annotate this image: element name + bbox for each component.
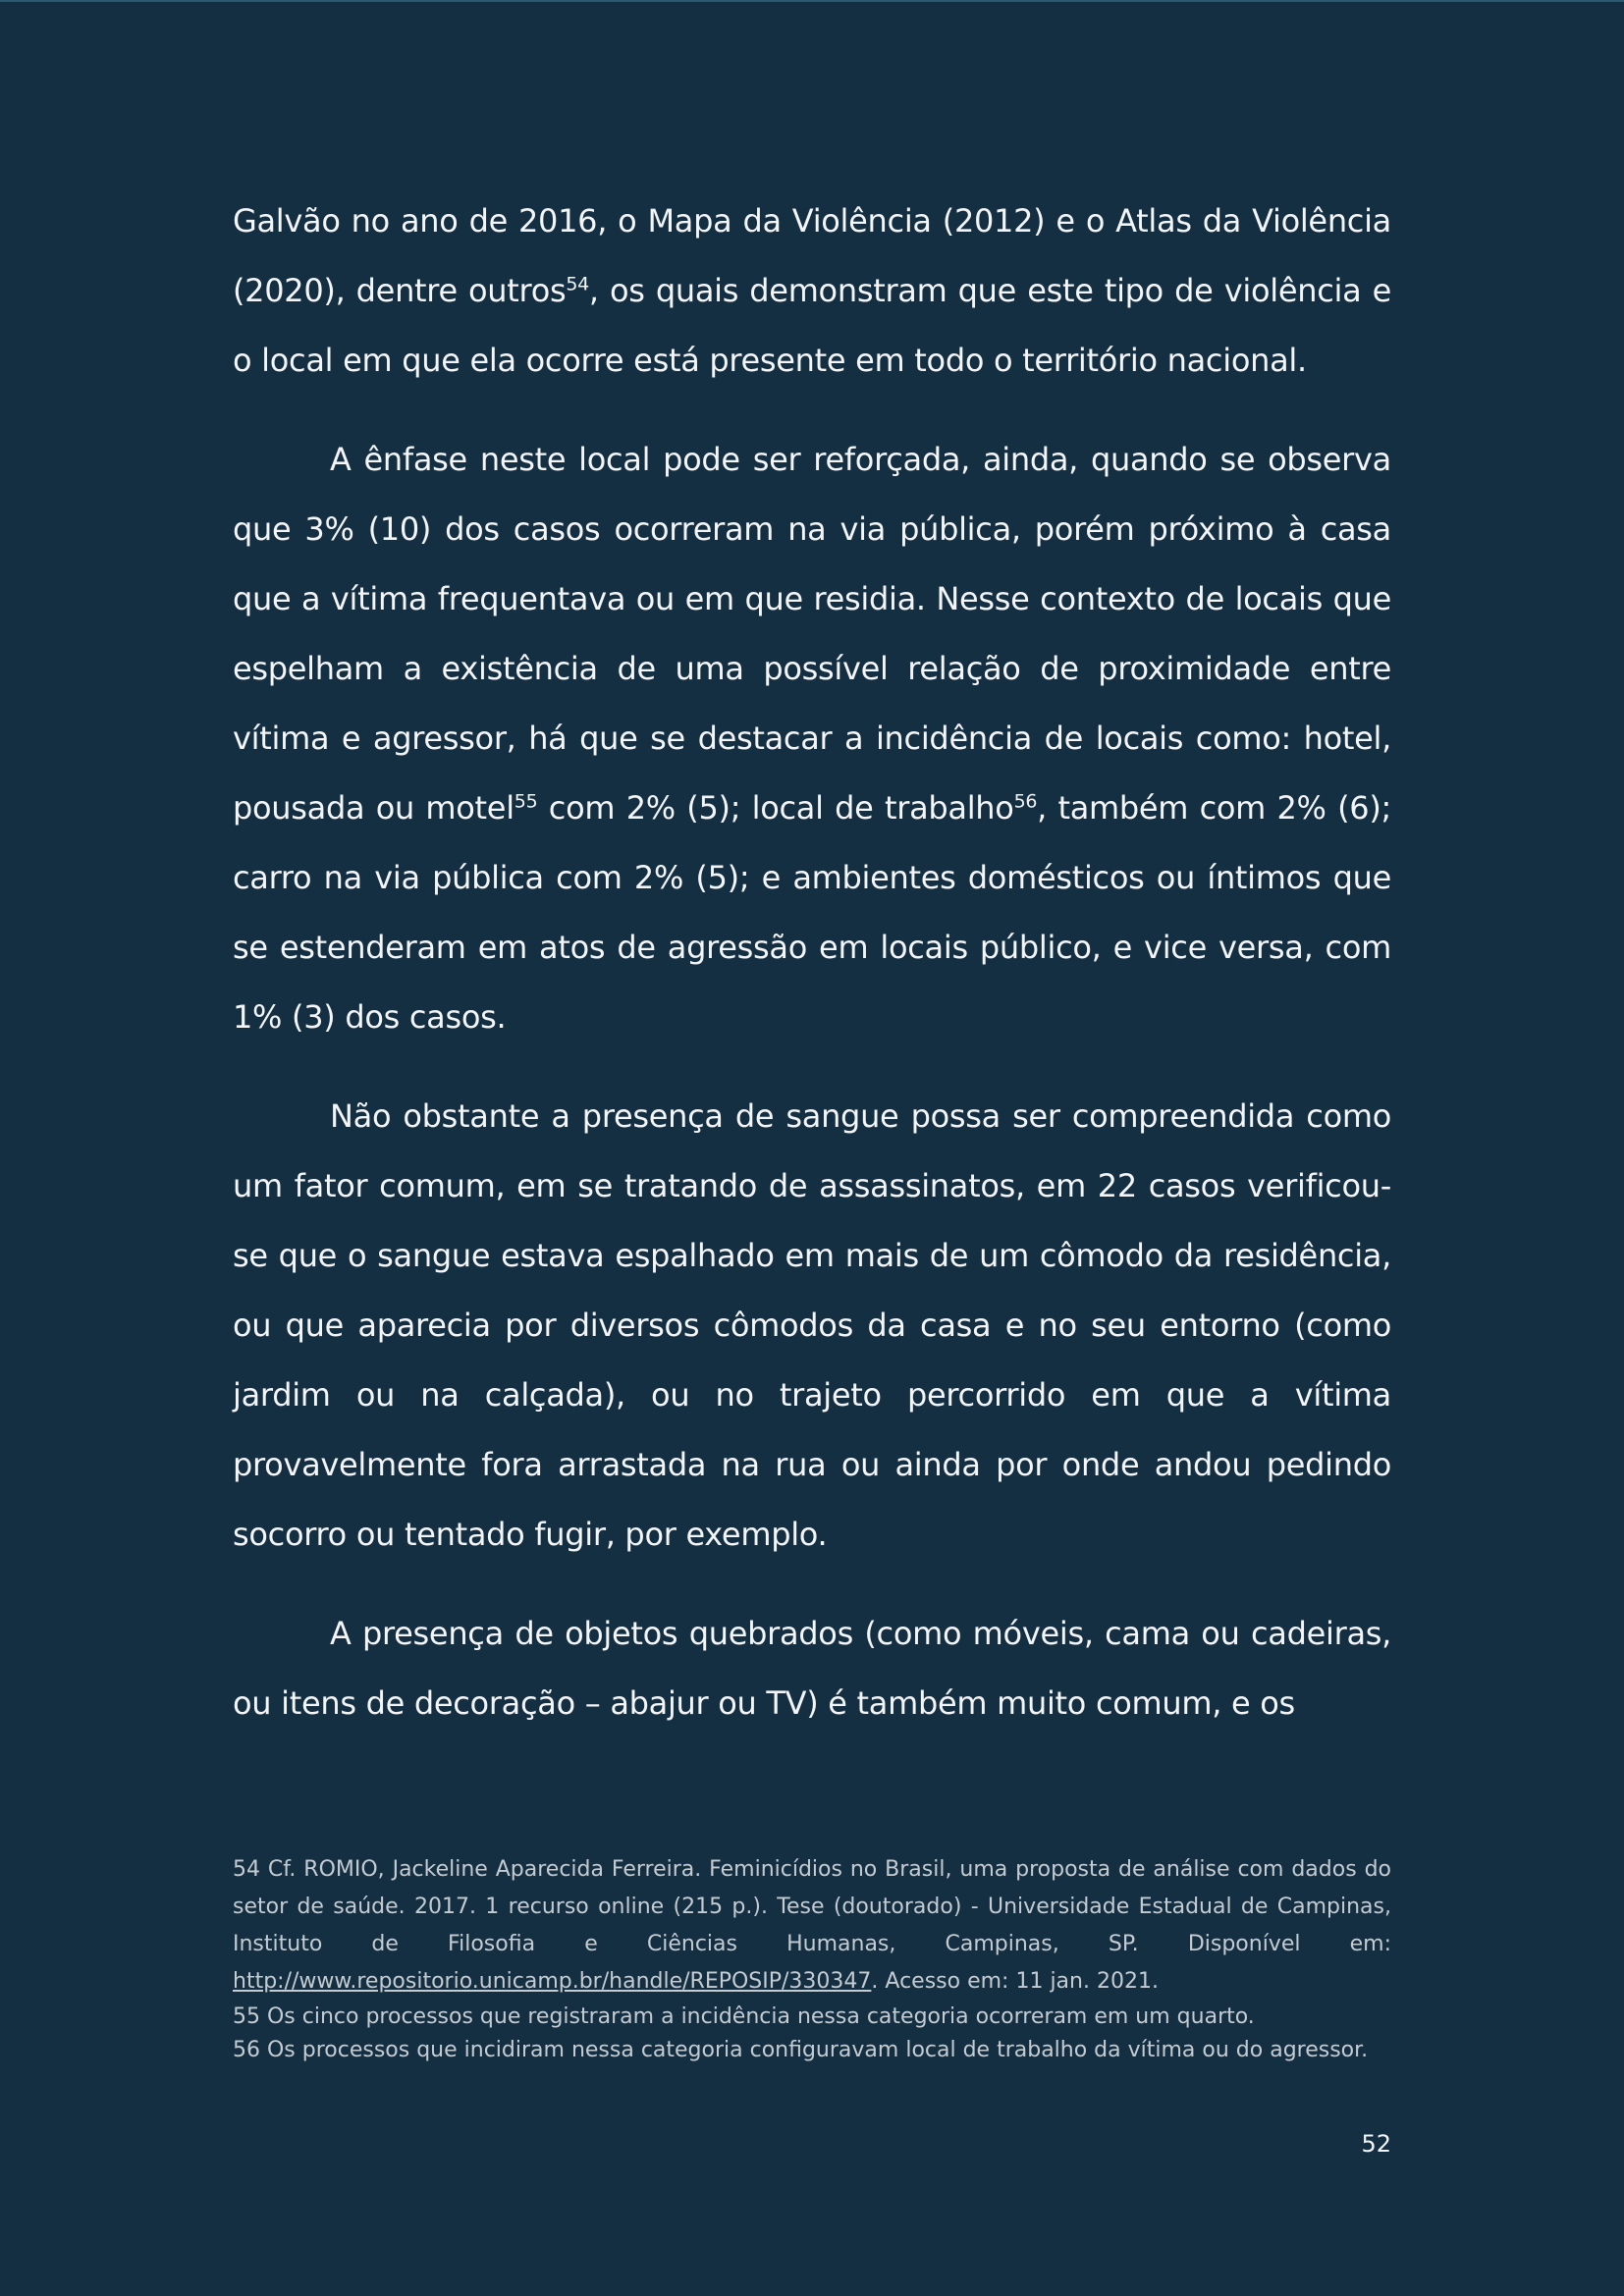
paragraph-3 (233, 1082, 1391, 1570)
footnote-text: . Acesso em: 11 jan. 2021. (871, 1969, 1159, 1994)
page-number: 52 (1361, 2130, 1391, 2158)
paragraph-4 (233, 1599, 1391, 1738)
footnote-text: 54 Cf. ROMIO, Jackeline Aparecida Ferreira. Feminicídios no Brasil, uma proposta de análise com dados do setor de saúde. 2017. 1 recurso online (215 p.). Tese (doutorado) - Universidade Estadual de Campinas, Instituto de Filosofia e Ciências Humanas, Campinas, SP. Disponível em: (233, 1857, 1391, 1956)
footnote-55: 55 Os cinco processos que registraram a incidência nessa categoria ocorreram em um quarto. (233, 2004, 1255, 2029)
paragraph-text: , os quais demonstram que este tipo de violência e o local em que ela ocorre está presente em todo o território nacional. (233, 272, 1391, 379)
top-border (0, 0, 1624, 2)
paragraph-text: com 2% (5); local de trabalho (537, 789, 1014, 827)
paragraph-text: , também com 2% (6); carro na via pública com 2% (5); e ambientes domésticos ou íntimos que se estenderam em atos de agressão em locais público, e vice versa, com 1% (3) dos casos. (233, 789, 1391, 1036)
body-text (233, 187, 1391, 1768)
footnote-54 (233, 1851, 1391, 2001)
footnote-ref-56[interactable]: 56 (1013, 790, 1038, 813)
paragraph-text: A presença de objetos quebrados (como móveis, cama ou cadeiras, ou itens de decoração – abajur ou TV) é também muito comum, e os (233, 1615, 1391, 1722)
repository-link[interactable]: http://www.repositorio.unicamp.br/handle/REPOSIP/330347 (233, 1969, 872, 1994)
paragraph-1 (233, 187, 1391, 396)
footnote-ref-55[interactable]: 55 (514, 790, 538, 813)
paragraph-text: Galvão no ano de 2016, o Mapa da Violência (2012) e o Atlas da Violência (2020), dentre outros (233, 202, 1391, 309)
footnote-56: 56 Os processos que incidiram nessa categoria configuravam local de trabalho da vítima ou do agressor. (233, 2038, 1369, 2062)
footnote-ref-54[interactable]: 54 (566, 273, 589, 295)
paragraph-2 (233, 425, 1391, 1052)
paragraph-text: Não obstante a presença de sangue possa ser compreendida como um fator comum, em se tratando de assassinatos, em 22 casos verificou-se que o sangue estava espalhado em mais de um cômodo da residência, ou que aparecia por diversos cômodos da casa e no seu entorno (como jardim ou na calçada), ou no trajeto percorrido em que a vítima provavelmente fora arrastada na rua ou ainda por onde andou pedindo socorro ou tentado fugir, por exemplo. (233, 1097, 1391, 1553)
paragraph-text: A ênfase neste local pode ser reforçada, ainda, quando se observa que 3% (10) dos casos ocorreram na via pública, porém próximo à casa que a vítima frequentava ou em que residia. Nesse contexto de locais que espelham a existência de uma possível relação de proximidade entre vítima e agressor, há que se destacar a incidência de locais como: hotel, pousada ou motel (233, 441, 1391, 827)
footnotes (233, 1851, 1391, 2067)
